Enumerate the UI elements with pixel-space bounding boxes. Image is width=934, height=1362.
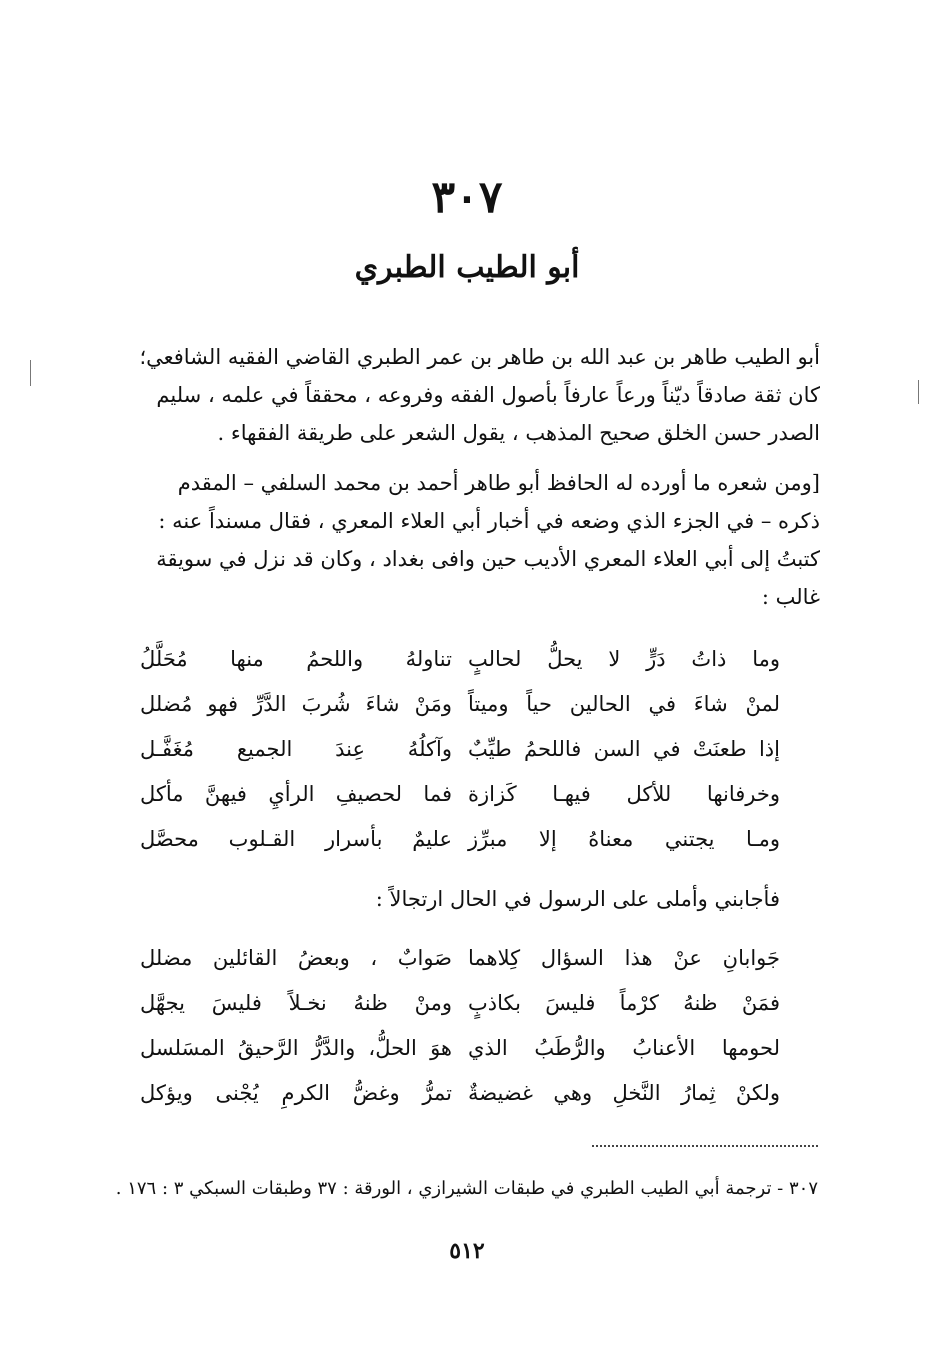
footnote: ٣٠٧ - ترجمة أبي الطيب الطبري في طبقات الشيرازي ، الورقة : ٣٧ وطبقات السبكي ٣ : ١٧٦ . — [115, 1178, 818, 1199]
first-hemistich: إذا طعنَتْ في السن فاللحمُ طيِّبٌ — [468, 736, 780, 761]
first-hemistich: فمَنْ ظنهُ كرْماً فليسَ بكاذبٍ — [468, 990, 780, 1015]
prose-line: كتبتُ إلى أبي العلاء المعري الأديب حين وافى بغداد ، وكان قد نزل في سويقة — [156, 547, 820, 571]
verse-line — [140, 935, 780, 980]
verse-line — [140, 726, 780, 771]
prose-line: غالب : — [761, 585, 820, 609]
second-hemistich: صَوابٌ ، وبعضُ القائلين مضلل — [140, 945, 452, 970]
first-hemistich: ولكنْ ثِمارُ النَّخلِ وهي غضيضةٌ — [468, 1080, 780, 1105]
second-hemistich: عليمٌ بأسرار القـلوب محصَّل — [140, 826, 452, 851]
prose-line: ذكره – في الجزء الذي وضعه في أخبار أبي العلاء المعري ، فقال مسنداً عنه : — [158, 509, 820, 533]
first-hemistich: لحومها الأعنابُ والرُّطَبُ الذي — [468, 1035, 780, 1060]
verse-line — [140, 816, 780, 861]
page-number: ٥١٢ — [449, 1238, 485, 1264]
prose-line: أبو الطيب طاهر بن عبد الله بن طاهر بن عمر الطبري القاضي الفقيه الشافعي؛ — [139, 345, 820, 369]
prose-line: الصدر حسن الخلق صحيح المذهب ، يقول الشعر على طريقة الفقهاء . — [217, 421, 820, 445]
first-hemistich: وما ذاتُ دَرٍّ لا يحلُّ لحالبٍ — [468, 646, 780, 671]
margin-mark — [918, 380, 919, 404]
second-hemistich: ومنْ ظنهُ نخـلاً فليسَ يجهَّل — [140, 990, 452, 1015]
second-hemistich: فما لحصيفِ الرأيِ فيهنَّ مأكل — [140, 781, 452, 806]
second-hemistich: وآكلُهُ عِندَ الجميع مُغَفَّـل — [140, 736, 452, 761]
verse-line — [140, 1025, 780, 1070]
first-hemistich: ومـا يجتني معناهُ إلا مبرِّز — [468, 826, 780, 851]
second-hemistich: هوَ الحلُّ، والدَّرُّ الرَّحيقُ المسَلسل — [140, 1035, 452, 1060]
verse-line — [140, 980, 780, 1025]
poem-introduction — [114, 464, 820, 616]
entry-title: أبو الطيب الطبري — [354, 250, 580, 285]
prose-line: كان ثقة صادقاً ديّناً ورعاً عارفاً بأصول الفقه وفروعه ، محققاً في علمه ، سليم — [156, 383, 820, 407]
verse-line — [140, 1070, 780, 1115]
verse-line — [140, 771, 780, 816]
first-hemistich: وخرفانها للأكل فيهـا كَزازة — [468, 781, 780, 806]
first-hemistich: جَوابانِ عنْ هذا السؤال كِلاهما — [468, 945, 780, 970]
verse-line — [140, 636, 780, 681]
margin-mark — [30, 360, 31, 386]
reply-poem — [140, 935, 780, 1115]
reply-introduction: فأجابني وأملى على الرسول في الحال ارتجالاً : — [375, 887, 780, 911]
riddle-poem — [140, 636, 780, 861]
second-hemistich: ومَنْ شاءَ شُربَ الدَّرِّ فهو مُضلل — [140, 691, 452, 716]
first-hemistich: لمنْ شاءَ في الحالين حياً وميتاً — [468, 691, 780, 716]
biography-paragraph — [114, 338, 820, 452]
entry-number: ٣٠٧ — [431, 172, 503, 223]
second-hemistich: تناولهُ واللحمُ منها مُحَلَّلُ — [140, 646, 452, 671]
prose-line: [ومن شعره ما أورده له الحافظ أبو طاهر أحمد بن محمد السلفي – المقدم — [177, 471, 820, 495]
footnote-divider — [592, 1145, 818, 1147]
second-hemistich: تمرُّ وغضُّ الكرمِ يُجْنى ويؤكل — [140, 1080, 452, 1105]
verse-line — [140, 681, 780, 726]
